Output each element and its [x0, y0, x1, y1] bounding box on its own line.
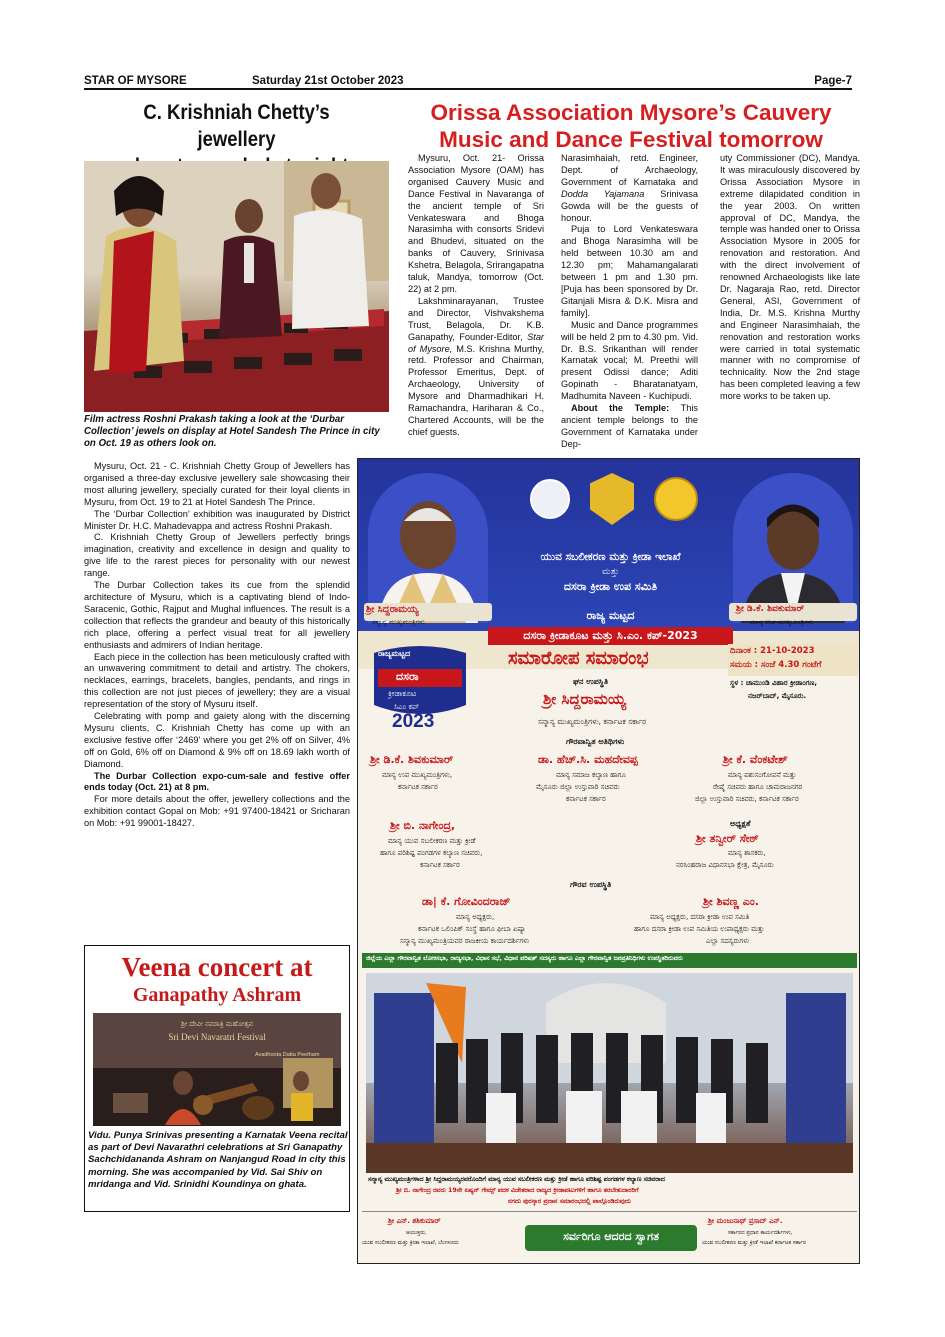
- story1-p8: For more details about the offer, jewellery collections and the exhibition contact Gopal on Mob: +91 97400-18421 or Sricharan on Mob: +91 99001-18427.: [84, 794, 350, 829]
- chair-line2: ನರಸಿಂಹರಾಜ ವಿಧಾನಸಭಾ ಕ್ಷೇತ್ರ, ಮೈಸೂರು: [676, 861, 774, 869]
- guest3-line3: ಜಿಲ್ಲಾ ಉಸ್ತುವಾರಿ ಸಚಿವರು, ಕರ್ನಾಟಕ ಸರ್ಕಾರ: [695, 795, 799, 803]
- siddaramaiah-portrait: [368, 473, 488, 623]
- signatory2-line1: ಸರ್ಕಾರದ ಪ್ರಧಾನ ಕಾರ್ಯದರ್ಶಿಗಳು,: [728, 1230, 793, 1236]
- guest2-line3: ಕರ್ನಾಟಕ ಸರ್ಕಾರ: [566, 795, 606, 803]
- dept-line2: ಮತ್ತು: [602, 567, 619, 577]
- story2-col1: [408, 153, 544, 439]
- athletes-group-photo: [366, 973, 853, 1173]
- logo-line3: ಕ್ರೀಡಾಕೂಟ: [388, 689, 417, 698]
- jewellery-photo-caption: Film actress Roshni Prakash taking a look at the ‘Durbar Collection’ jewels on display at Hotel Sandesh The Prince in city on Oct. 19 as others look on.: [84, 414, 380, 449]
- story1-p6: Celebrating with pomp and gaiety along with the discerning Mysuru clients, C. Krishniah Chetty has come up with an exclusive festive offer ‘2469’ where you get 2% off on Silver, 4% off on Gold, 6% off on Diamond & 9% off on 18.69 lakh worth of Diamond.: [84, 711, 350, 769]
- dasara-emblem-icon: [654, 477, 698, 521]
- veena-caption: Vidu. Punya Srinivas presenting a Karnatak Veena recital as part of Devi Navarathri celebrations at Sri Ganapathy Sachchidananda Ashram on Nanjangud Road in city this morning. She was accompanied by Vid. Sai Shiv on mridanga and Vid. Srinidhi Koundinya on ghata.: [88, 1130, 348, 1190]
- honour1-line1: ಮಾನ್ಯ ಅಧ್ಯಕ್ಷರು,: [456, 913, 495, 921]
- guest1-name: ಶ್ರೀ ಡಿ.ಕೆ. ಶಿವಕುಮಾರ್: [370, 753, 454, 766]
- story2-col2-p3: Music and Dance programmes will be held 2 pm to 4.30 pm. Vid. Dr. B.S. Srikanthan will render Karnatak vocal; M. Preethi will present Odissi dance; Aditi Gopinath - Bharatanatyam, Madhumita Naveen - Kuchipudi.: [561, 319, 698, 402]
- right-name: ಶ್ರೀ ಡಿ.ಕೆ. ಶಿವಕುಮಾರ್: [736, 604, 805, 614]
- guest4-name: ಶ್ರೀ ಬಿ. ನಾಗೇಂದ್ರ,: [390, 819, 456, 832]
- event-time: ಸಮಯ : ಸಂಜೆ 4.30 ಗಂಟೆಗೆ: [730, 660, 822, 670]
- dodda-yajamana: Dodda Yajamana: [561, 188, 645, 199]
- logo-year: 2023: [392, 711, 435, 732]
- issue-date: Saturday 21st October 2023: [252, 75, 404, 87]
- story1-body: [84, 461, 350, 830]
- veena-banner-en: Sri Devi Navaratri Festival: [168, 1032, 266, 1042]
- venue-line2: ನಜರ್‌ಬಾದ್, ಮೈಸೂರು.: [748, 692, 807, 700]
- guest3-line2: ರೇಷ್ಮೆ ಸಚಿವರು ಹಾಗೂ ಚಾಮರಾಜನಗರ: [713, 783, 803, 791]
- paper-name: STAR OF MYSORE: [84, 75, 187, 87]
- honour2-line3: ಎಲ್ಲಾ ಸದಸ್ಯರುಗಳು: [706, 937, 750, 945]
- mysuru-university-emblem-icon: [530, 479, 570, 519]
- honour-heading: ಗೌರವ ಉಪಸ್ಥಿತಿ: [570, 880, 612, 889]
- venue-line1: ಸ್ಥಳ : ಚಾಮುಂಡಿ ವಿಹಾರ ಕ್ರೀಡಾಂಗಣ,: [730, 679, 817, 687]
- story2-col3: [720, 153, 860, 403]
- welcome-text: ಸರ್ವರಿಗೂ ಆದರದ ಸ್ವಾಗತ: [563, 1230, 659, 1243]
- chair-heading: ಅಧ್ಯಕ್ಷತೆ: [730, 819, 751, 828]
- veena-banner-kn: ಶ್ರೀ ದೇವೀ ನವರಾತ್ರಿ ಮಹೋತ್ಸವ: [181, 1020, 253, 1028]
- guest3-line1: ಮಾನ್ಯ ಪಶುಸಂಗೋಪನೆ ಮತ್ತು: [728, 771, 797, 779]
- story2-col2: [561, 153, 698, 451]
- chief-name: ಶ್ರೀ ಸಿದ್ದರಾಮಯ್ಯ: [543, 690, 627, 708]
- dept-line3: ದಸರಾ ಕ್ರೀಡಾ ಉಪ ಸಮಿತಿ: [563, 580, 658, 593]
- story2-col1-p2b: M.S. Krishna Murthy, retd. Professor and Chairman, Professor Emeritus, Dept. of Archaeology, University of Mysore and Dharmadhikari H. Ramachandra, Hariharan & Co., Chartered Accounts, will be the chief guests.: [408, 343, 545, 437]
- story2-col3-p1: uty Commissioner (DC), Mandya. It was miraculously discovered by Orissa Association Mysore in extreme dilapidated condition in the year 2003. On written approval of DC, Mandya, the temple was handed oner to Orissa Association Mysore in 2005 for renovation and restoration. And with the direct involvement of renowned Archaeologists like late Dr. Nagaraja Rao, retd. Director General, ASI, Government of India, Dr. M.S. Krishna Murthy and Engineer Narasimhaiah, the renovation and restoration works were carried in total systematic manner with no compromise of technicality. Now the 2nd stage has been completed leaving a few more works to be taken up.: [720, 153, 860, 402]
- honour2-name: ಶ್ರೀ ಶಿವಣ್ಣ ಎಂ.: [703, 895, 759, 908]
- veena-concert-photo: [93, 1013, 341, 1126]
- dept-line1: ಯುವ ಸಬಲೀಕರಣ ಮತ್ತು ಕ್ರೀಡಾ ಇಲಾಖೆ: [540, 551, 681, 563]
- guest2-line2: ಮೈಸೂರು ಜಿಲ್ಲಾ ಉಸ್ತುವಾರಿ ಸಚಿವರು: [536, 783, 620, 791]
- story2-headline-line2: Music and Dance Festival tomorrow: [439, 127, 823, 152]
- event-line1: ರಾಜ್ಯ ಮಟ್ಟದ: [586, 609, 635, 622]
- signatory2-name: ಶ್ರೀ ಮಂಜುನಾಥ್ ಪ್ರಸಾದ್ ಎನ್.: [708, 1217, 783, 1225]
- honour1-line3: ಸನ್ಮಾನ್ಯ ಮುಖ್ಯಮಂತ್ರಿಯವರ ರಾಜಕೀಯ ಕಾರ್ಯದರ್ಶಿಗಳು: [400, 937, 530, 945]
- guest2-name: ಡಾ. ಹೆಚ್.ಸಿ. ಮಹದೇವಪ್ಪ: [538, 753, 638, 766]
- footer-divider: [362, 1211, 857, 1212]
- about-temple-label: About the Temple:: [571, 403, 670, 414]
- story2-col2-p4: [561, 403, 698, 451]
- honour2-line1: ಮಾನ್ಯ ಅಧ್ಯಕ್ಷರು, ದಸರಾ ಕ್ರೀಡಾ ಉಪ ಸಮಿತಿ: [650, 913, 750, 921]
- story2-headline-line1: Orissa Association Mysore’s Cauvery: [430, 100, 832, 125]
- event-date: ದಿನಾಂಕ : 21-10-2023: [730, 646, 815, 656]
- dasara-sports-advertisement: [357, 458, 860, 1264]
- story1-p4: The Durbar Collection takes its cue from the splendid architecture of Mysuru, which is a captivating blend of Indo-Saracenic, Gothic, Rajput and Mughal influences. The result is a collection that reflects the grandeur and beauty of this historically rich place, offering a perfect visual treat for all jewellery enthusiasts and admirers of Indian heritage.: [84, 580, 350, 650]
- story2-col1-p2a: Lakshminarayanan, Trustee and Director, Vishvakshema Trust, Belagola, Dr. K.B. Ganapathy, Founder-Editor,: [408, 295, 544, 342]
- honour1-name: ಡಾ| ಕೆ. ಗೋವಿಂದರಾಜ್: [422, 895, 511, 908]
- guest4-line2: ಹಾಗೂ ಪರಿಶಿಷ್ಟ ಪಂಗಡಗಳ ಕಲ್ಯಾಣ ಸಚಿವರು,: [380, 849, 483, 857]
- story1-p3: C. Krishniah Chetty Group of Jewellers perfectly brings imagination, creativity and excellence in design and quality to give life to the rarest pieces for personality with our newest range.: [84, 532, 350, 579]
- story1-p1: Mysuru, Oct. 21 - C. Krishniah Chetty Group of Jewellers has organised a three-day exclusive jewellery sale showcasing their most alluring jewellery, specially curated for their loyal clients in Mysuru, from Oct. 19 to 21 at Hotel Sandesh The Prince.: [84, 461, 350, 507]
- ceremony-title: ಸಮಾರೋಪ ಸಮಾರಂಭ: [508, 648, 649, 669]
- story2-col2-p1a: Narasimhaiah, retd. Engineer, Dept. of Archaeology, Government of Karnataka and: [561, 153, 698, 187]
- page-number: Page-7: [814, 75, 852, 87]
- jewellery-show-photo: [84, 161, 389, 412]
- guest3-name: ಶ್ರೀ ಕೆ. ವೆಂಕಟೇಶ್: [723, 753, 788, 766]
- veena-banner-org: Avadhoota Datta Peetham: [255, 1052, 320, 1058]
- story1-p7: The Durbar Collection expo-cum-sale and festive offer ends today (Oct. 21) at 8 pm.: [84, 770, 350, 793]
- veena-headline-line1: Veena concert at: [121, 952, 313, 982]
- guest4-line3: ಕರ್ನಾಟಕ ಸರ್ಕಾರ: [420, 861, 460, 869]
- chair-line1: ಮಾನ್ಯ ಶಾಸಕರು,: [728, 849, 766, 857]
- guest1-line2: ಕರ್ನಾಟಕ ಸರ್ಕಾರ: [398, 783, 438, 791]
- event-line2: ದಸರಾ ಕ್ರೀಡಾಕೂಟ ಮತ್ತು ಸಿ.ಎಂ. ಕಪ್-2023: [488, 627, 733, 645]
- photo-caption-line3: ನಗದು ಪುರಸ್ಕಾರ ಪ್ರದಾನ ಸಮಾರಂಭದಲ್ಲಿ ಪಾಲ್ಗೊಂಡಿರುವುದು: [508, 1198, 631, 1205]
- story1-p2: The ‘Durbar Collection’ exhibition was inaugurated by District Minister Dr. H.C. Mahadevappa and actress Roshni Prakash.: [84, 508, 350, 531]
- masthead: [84, 74, 852, 90]
- star-of-mysore: Star of Mysore,: [408, 331, 544, 354]
- chair-name: ಶ್ರೀ ತನ್ವೀರ್ ಸೇಠ್: [696, 832, 759, 845]
- honour2-line2: ಹಾಗೂ ದಸರಾ ಕ್ರೀಡಾ ಉಪ ಸಮಿತಿಯ ಉಪಾಧ್ಯಕ್ಷರು ಮತ್ತು: [634, 925, 765, 933]
- guest4-line1: ಮಾನ್ಯ ಯುವ ಸಬಲೀಕರಣ ಮತ್ತು ಕ್ರೀಡೆ: [388, 837, 476, 845]
- right-title: ಮಾನ್ಯ ಉಪ ಮುಖ್ಯಮಂತ್ರಿಗಳು: [750, 618, 814, 626]
- logo-line4: ಸಿಎಂ ಕಪ್: [394, 702, 420, 711]
- story2-headline: [400, 99, 862, 153]
- guest2-line1: ಮಾನ್ಯ ಸಮಾಜ ಕಲ್ಯಾಣ ಹಾಗೂ: [556, 771, 626, 779]
- story2-col1-p1: Mysuru, Oct. 21- Orissa Association Mysore (OAM) has organised Cauvery Music and Dance Festival in Navaranga of the ancient temple of Sri Venkateswara and Bhoga Narasimha with consorts Sridevi and Bhudevi, situated on the banks of Cauvery, Srinivasa Kshetra, Belagola, Srirangapatna taluk, Mandya, tomorrow (Oct. 22) at 2 pm.: [408, 153, 544, 294]
- story2-col2-p1: [561, 153, 698, 224]
- story1-p5: Each piece in the collection has been meticulously crafted with an unwavering commitment to detail and artistry. The chokers, necklaces, earrings, bracelets, bangles, pendants, and rings in this collection are not just pieces of jewellery; they are a visual representation of the story of Mysuru itself.: [84, 651, 350, 710]
- story2-col2-p4-text: This ancient temple belongs to the Government of Karnataka under Dep-: [561, 403, 698, 449]
- story2-col2-p1b: Srinivasa Gowda will be the guests of honour.: [561, 188, 698, 223]
- shivakumar-portrait: [733, 473, 853, 623]
- signatory1-name: ಶ್ರೀ ಎನ್. ಶಶಿಕುಮಾರ್: [388, 1217, 441, 1225]
- signatory1-line2: ಯುವ ಸಬಲೀಕರಣ ಮತ್ತು ಕ್ರೀಡಾ ಇಲಾಖೆ, ಬೆಂಗಳೂರು: [362, 1240, 459, 1246]
- guest1-line1: ಮಾನ್ಯ ಉಪ ಮುಖ್ಯಮಂತ್ರಿಗಳು,: [382, 771, 453, 779]
- logo-line2: ದಸರಾ: [396, 670, 419, 683]
- green-banner-text: ಜಿಲ್ಲೆಯ ಎಲ್ಲಾ ಗೌರವಾನ್ವಿತ ಲೋಕಸಭಾ, ರಾಜ್ಯಸಭಾ, ವಿಧಾನ ಸಭೆ, ವಿಧಾನ ಪರಿಷತ್ ಸದಸ್ಯರು ಹಾಗೂ ಎಲ್ಲಾ ಗೌರವಾನ್ವಿತ ಜನಪ್ರತಿನಿಧಿಗಳು ಉಪಸ್ಥಿತರಿರುವರು: [366, 955, 683, 962]
- guests-heading: ಗೌರವಾನ್ವಿತ ಅತಿಥಿಗಳು: [566, 737, 625, 746]
- signatory2-line2: ಯುವ ಸಬಲೀಕರಣ ಮತ್ತು ಕ್ರೀಡೆ ಇಲಾಖೆ ಕರ್ನಾಟಕ ಸರ್ಕಾರ: [702, 1240, 806, 1246]
- photo-caption-line2: ಶ್ರೀ ಬಿ. ನಾಗೇಂದ್ರ ರವರು 19ನೇ ಏಷ್ಯನ್ ಗೇಮ್ಸ್ ಪದಕ ವಿಜೇತರಾದ ರಾಜ್ಯದ ಕ್ರೀಡಾಪಟುಗಳಿಗೆ ಹಾಗೂ ತರಬೇತುದಾರರಿಗೆ: [396, 1187, 639, 1194]
- veena-headline-line2: Ganapathy Ashram: [132, 984, 302, 1006]
- signatory1-line1: ಆಯುಕ್ತರು,: [406, 1230, 427, 1236]
- honour1-line2: ಕರ್ನಾಟಕ ಒಲಿಂಪಿಕ್ ಸಂಸ್ಥೆ ಹಾಗೂ ಫೀಬಾ ಏಷ್ಯಾ: [418, 925, 526, 933]
- story1-headline-line1: C. Krishniah Chetty’s jewellery: [143, 101, 330, 151]
- left-name: ಶ್ರೀ ಸಿದ್ದರಾಮಯ್ಯ: [366, 604, 419, 615]
- photo-caption-line1: ಸನ್ಮಾನ್ಯ ಮುಖ್ಯಮಂತ್ರಿಗಳಾದ ಶ್ರೀ ಸಿದ್ದರಾಮಯ್ಯರವರೊಂದಿಗೆ ಮಾನ್ಯ ಯುವ ಸಬಲೀಕರಣ ಮತ್ತು ಕ್ರೀಡೆ ಹಾಗೂ ಪರಿಶಿಷ್ಟ ಪಂಗಡಗಳ ಕಲ್ಯಾಣ ಸಚಿವರಾದ: [368, 1176, 665, 1183]
- chief-title: ಸನ್ಮಾನ್ಯ ಮುಖ್ಯಮಂತ್ರಿಗಳು, ಕರ್ನಾಟಕ ಸರ್ಕಾರ: [538, 717, 647, 726]
- presence-label: ಘನ ಉಪಸ್ಥಿತಿ: [573, 677, 609, 686]
- story2-col1-p2: [408, 296, 544, 439]
- story2-col2-p2: Puja to Lord Venkateswara and Bhoga Narasimha will be held between 10.30 am and 12.30 pm; Mahamangalarati between 1 pm and 1.30 pm. [Puja has been sponsored by Dr. Gitanjali Misra & D.K. Misra and family].: [561, 224, 698, 318]
- logo-line1: ರಾಜ್ಯಮಟ್ಟದ: [378, 649, 411, 658]
- left-title: ಸನ್ಮಾನ್ಯ ಮುಖ್ಯಮಂತ್ರಿಗಳು: [372, 618, 425, 626]
